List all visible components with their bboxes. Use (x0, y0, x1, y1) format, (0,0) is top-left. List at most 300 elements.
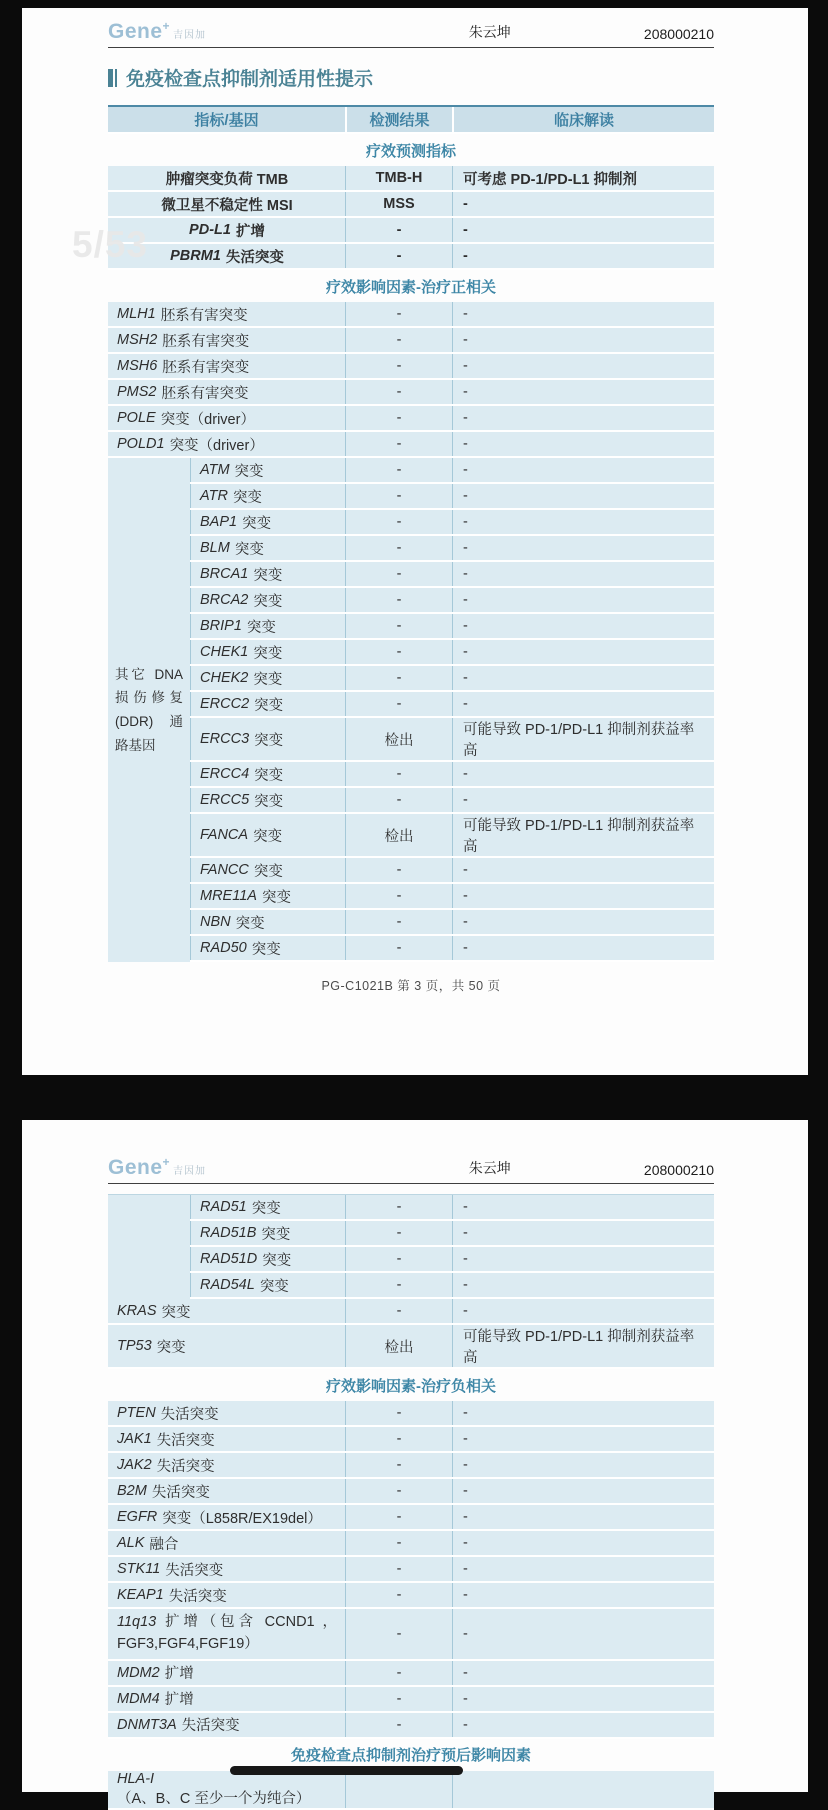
table-header-row (108, 107, 714, 134)
table-row (190, 510, 714, 536)
indicator-label: 失活突变 (151, 1484, 210, 1501)
gene-name: FANCA (200, 827, 249, 843)
ddr-group-label-empty (108, 1195, 190, 1299)
indicator-cell (190, 1247, 345, 1271)
table-row (190, 484, 714, 510)
indicator-label: 突变 (253, 671, 283, 688)
gene-name: KEAP1 (117, 1587, 164, 1603)
page-footer: PG-C1021B 第 3 页，共 50 页 (321, 979, 501, 993)
report-id: 208000210 (643, 1162, 714, 1178)
indicator-cell (190, 614, 345, 638)
report-page-1 (22, 8, 808, 1075)
result-cell: - (345, 1195, 452, 1219)
indicator-label: 失活突变 (181, 1718, 240, 1734)
indicator-cell (190, 666, 345, 690)
band-positive: 疗效影响因素-治疗正相关 (108, 270, 714, 302)
indicator-cell (108, 1583, 345, 1607)
indicator-cell (190, 640, 345, 664)
result-cell: - (345, 536, 452, 560)
gene-name: ATM (200, 462, 230, 478)
section-title (108, 64, 714, 91)
gene-name: RAD51B (200, 1225, 257, 1241)
indicator-label: 突变 (246, 619, 276, 636)
result-cell: - (345, 788, 452, 812)
gene-name: POLE (117, 410, 156, 426)
indicator-label: 突变 (253, 863, 283, 880)
result-cell: - (345, 218, 452, 242)
result-cell: 检出 (345, 814, 452, 856)
interpretation-cell: 可能导致 PD-1/PD-L1 抑制剂获益率高 (452, 814, 714, 856)
table-row (190, 562, 714, 588)
indicator-cell (108, 1427, 345, 1451)
table-row (190, 884, 714, 910)
indicator-label: （A、B、C 至少一个为纯合） (117, 1790, 311, 1807)
indicator-cell (108, 192, 345, 216)
band-prognosis: 免疫检查点抑制剂治疗预后影响因素 (108, 1739, 714, 1771)
gene-name: FANCC (200, 862, 249, 878)
indicator-cell (108, 354, 345, 378)
gene-name: NBN (200, 914, 231, 930)
gene-name: RAD51D (200, 1251, 258, 1267)
indicator-cell (108, 1453, 345, 1477)
interpretation-cell: - (452, 762, 714, 786)
interpretation-cell: - (452, 1531, 714, 1555)
table-row (108, 380, 714, 406)
indicator-label: 突变 (262, 1252, 292, 1269)
result-cell: - (345, 1713, 452, 1737)
gene-name: PTEN (117, 1405, 156, 1421)
brand-plus: + (162, 1155, 171, 1169)
ddr-group-label: 其它 DNA 损伤修复 (DDR) 通路基因 (108, 458, 190, 962)
band-negative: 疗效影响因素-治疗负相关 (108, 1369, 714, 1401)
band-predictive: 疗效预测指标 (108, 134, 714, 166)
interpretation-cell: - (452, 1299, 714, 1323)
gene-name: JAK2 (117, 1457, 152, 1473)
result-cell: - (345, 562, 452, 586)
interpretation-cell: - (452, 218, 714, 242)
indicator-cell (108, 1479, 345, 1503)
table-row (190, 718, 714, 762)
gene-name: BRCA1 (200, 566, 249, 582)
indicator-label: 突变（driver） (169, 437, 264, 454)
table-row (108, 244, 714, 270)
interpretation-cell: - (452, 1661, 714, 1685)
table-row (108, 1401, 714, 1427)
result-cell: - (345, 1505, 452, 1529)
gene-name: HLA-I (117, 1770, 155, 1787)
indicator-cell (108, 432, 345, 456)
result-cell: - (345, 510, 452, 534)
result-cell: MSS (345, 192, 452, 216)
interpretation-cell: - (452, 1453, 714, 1477)
gene-name: CHEK1 (200, 644, 249, 660)
gene-name: RAD54L (200, 1277, 255, 1293)
patient-name: 朱云坤 (468, 1160, 511, 1176)
gene-name: PBRM1 (170, 248, 221, 264)
indicator-cell (108, 1531, 345, 1555)
gene-name: ERCC3 (200, 731, 250, 747)
table-row (108, 406, 714, 432)
indicator-label: 突变 (235, 915, 265, 932)
indicator-label: 突变 (254, 793, 284, 810)
indicator-cell (108, 1325, 345, 1367)
table-row (108, 1687, 714, 1713)
table-row (190, 1195, 714, 1221)
gene-name: RAD51 (200, 1199, 247, 1215)
result-cell: - (345, 666, 452, 690)
table-row (190, 814, 714, 858)
table-row (108, 1479, 714, 1505)
indicator-label: 突变 (251, 941, 281, 958)
page-header (108, 1120, 714, 1184)
result-cell: TMB-H (345, 166, 452, 190)
indicator-label: 失活突变 (160, 1406, 219, 1423)
indicator-label: 失活突变 (225, 249, 284, 266)
table-row (108, 1299, 714, 1325)
table-row (190, 588, 714, 614)
result-cell: - (345, 244, 452, 268)
gene-name: ERCC5 (200, 792, 250, 808)
interpretation-cell: - (452, 484, 714, 508)
indicator-cell (108, 1299, 345, 1323)
indicator-label: 突变 (232, 489, 262, 506)
result-cell: - (345, 1453, 452, 1477)
gene-name: BLM (200, 540, 230, 556)
interpretation-cell: - (452, 614, 714, 638)
table-row (108, 432, 714, 458)
result-cell: - (345, 1557, 452, 1581)
result-cell: - (345, 380, 452, 404)
indicator-cell (108, 166, 345, 190)
table-row (108, 1771, 714, 1810)
indicator-cell (108, 1687, 345, 1711)
gene-name: BRCA2 (200, 592, 249, 608)
indicator-label: 扩增 (164, 1666, 194, 1682)
indicator-label: 突变 (259, 1278, 289, 1295)
indicator-cell (190, 858, 345, 882)
report-page-2 (22, 1120, 808, 1807)
indicator-cell (108, 1505, 345, 1529)
interpretation-cell: - (452, 380, 714, 404)
result-cell: - (345, 588, 452, 612)
indicator-cell (190, 1221, 345, 1245)
interpretation-cell: - (452, 588, 714, 612)
immuno-table-page2 (108, 1194, 714, 1810)
ddr-group (108, 458, 714, 962)
gene-name: RAD50 (200, 940, 247, 956)
result-cell: 检出 (345, 718, 452, 760)
gene-name: PD-L1 (189, 222, 231, 238)
table-row (108, 218, 714, 244)
interpretation-cell: - (452, 302, 714, 326)
result-cell: - (345, 858, 452, 882)
table-row (108, 1661, 714, 1687)
result-cell: - (345, 1609, 452, 1659)
interpretation-cell: - (452, 1221, 714, 1245)
result-cell: - (345, 484, 452, 508)
indicator-label: 突变 (261, 889, 291, 906)
indicator-label: 胚系有害突变 (161, 385, 249, 402)
indicator-cell (108, 1661, 345, 1685)
indicator-label: 扩增 (164, 1692, 194, 1708)
gene-name: ERCC2 (200, 696, 250, 712)
table-row (108, 1557, 714, 1583)
table-row (108, 166, 714, 192)
interpretation-cell: - (452, 1505, 714, 1529)
interpretation-cell: - (452, 858, 714, 882)
gene-name: 11q13 (117, 1614, 157, 1630)
result-cell: - (345, 1661, 452, 1685)
table-row (190, 666, 714, 692)
indicator-cell (190, 884, 345, 908)
gene-name: EGFR (117, 1509, 158, 1525)
indicator-cell (190, 562, 345, 586)
gene-name: TP53 (117, 1338, 152, 1354)
indicator-cell (190, 762, 345, 786)
result-cell: - (345, 762, 452, 786)
table-row (190, 614, 714, 640)
ddr-group-rows (190, 458, 714, 962)
indicator-cell (190, 814, 345, 856)
result-cell: - (345, 328, 452, 352)
interpretation-cell: - (452, 884, 714, 908)
indicator-cell (108, 302, 345, 326)
gene-name: B2M (117, 1483, 147, 1499)
gene-name: ATR (200, 488, 228, 504)
interpretation-cell: - (452, 354, 714, 378)
result-cell: - (345, 614, 452, 638)
indicator-cell (190, 1195, 345, 1219)
indicator-label: 突变 (253, 567, 283, 584)
indicator-cell (190, 718, 345, 760)
interpretation-cell: - (452, 536, 714, 560)
interpretation-cell: - (452, 244, 714, 268)
interpretation-cell: 可能导致 PD-1/PD-L1 抑制剂获益率高 (452, 1325, 714, 1367)
gene-name: JAK1 (117, 1431, 152, 1447)
table-row (190, 692, 714, 718)
indicator-cell (108, 1609, 345, 1659)
interpretation-cell: - (452, 1687, 714, 1711)
indicator-label: 胚系有害突变 (160, 307, 248, 324)
predictive-rows (108, 166, 714, 270)
indicator-cell (190, 1273, 345, 1297)
indicator-cell (190, 910, 345, 934)
indicator-label: 突变 (253, 828, 283, 845)
gene-name: ERCC4 (200, 766, 250, 782)
indicator-label: 融合 (149, 1536, 179, 1553)
result-cell: - (345, 884, 452, 908)
gene-name: MDM4 (117, 1690, 160, 1707)
indicator-label: 突变 (234, 463, 264, 480)
indicator-label: 微卫星不稳定性 MSI (161, 197, 293, 214)
col-header-indicator: 指标/基因 (194, 112, 259, 129)
indicator-cell (190, 484, 345, 508)
interpretation-cell: - (452, 1401, 714, 1425)
indicator-cell (190, 588, 345, 612)
interpretation-cell: - (452, 328, 714, 352)
gene-name: MDM2 (117, 1664, 160, 1681)
indicator-label: 突变 (254, 732, 284, 749)
indicator-cell (190, 692, 345, 716)
table-row (108, 1713, 714, 1739)
gene-name: POLD1 (117, 436, 165, 452)
indicator-label: 失活突变 (156, 1432, 215, 1449)
indicator-label: 突变（L858R/EX19del） (162, 1510, 322, 1527)
interpretation-cell: - (452, 406, 714, 430)
gene-name: MSH2 (117, 332, 158, 348)
indicator-label: 突变 (253, 593, 283, 610)
table-row (108, 1325, 714, 1369)
brand-plus: + (162, 19, 171, 33)
result-cell: - (345, 1427, 452, 1451)
table-row (190, 536, 714, 562)
home-indicator[interactable] (230, 1766, 463, 1775)
gene-name: BRIP1 (200, 618, 242, 634)
interpretation-cell: - (452, 1557, 714, 1581)
interpretation-cell: - (452, 788, 714, 812)
gene-name: PMS2 (117, 384, 157, 400)
interpretation-cell: - (452, 1713, 714, 1737)
result-cell: - (345, 1299, 452, 1323)
col-header-result: 检测结果 (345, 107, 452, 132)
table-row (190, 1221, 714, 1247)
brand-text: Gene (108, 1156, 163, 1179)
indicator-cell (190, 458, 345, 482)
table-row (108, 1505, 714, 1531)
result-cell: - (345, 936, 452, 960)
indicator-cell (108, 380, 345, 404)
table-row (108, 192, 714, 218)
indicator-cell (190, 936, 345, 960)
table-row (108, 1583, 714, 1609)
result-cell: - (345, 1247, 452, 1271)
immuno-table-page1 (108, 105, 714, 962)
result-cell: - (345, 354, 452, 378)
interpretation-cell: - (452, 192, 714, 216)
gene-name: STK11 (117, 1561, 161, 1577)
gene-name: DNMT3A (117, 1716, 177, 1733)
result-cell: 检出 (345, 1325, 452, 1367)
indicator-label: 扩增（包含 CCND1 ，FGF3,FGF4,FGF19） (117, 1614, 337, 1652)
ddr-group-rows (190, 1195, 714, 1299)
table-row (190, 1247, 714, 1273)
indicator-label: 突变 (261, 1226, 291, 1243)
result-cell: - (345, 640, 452, 664)
indicator-cell (190, 536, 345, 560)
interpretation-cell: - (452, 432, 714, 456)
indicator-cell (190, 510, 345, 534)
result-cell: - (345, 302, 452, 326)
interpretation-cell: 可能导致 PD-1/PD-L1 抑制剂获益率高 (452, 718, 714, 760)
page-watermark: 5/53 (72, 224, 149, 265)
interpretation-cell: - (452, 1273, 714, 1297)
indicator-cell (108, 1713, 345, 1737)
table-row (108, 1453, 714, 1479)
table-row (190, 1273, 714, 1299)
interpretation-cell: - (452, 1247, 714, 1271)
indicator-cell (108, 406, 345, 430)
negative-rows (108, 1401, 714, 1739)
table-row (108, 302, 714, 328)
indicator-cell (108, 328, 345, 352)
table-row (108, 1531, 714, 1557)
brand-chinese: 吉因加 (173, 1166, 207, 1177)
table-row (190, 858, 714, 884)
positive-rows-continued (108, 1299, 714, 1369)
result-cell: - (345, 910, 452, 934)
result-cell: - (345, 1479, 452, 1503)
interpretation-cell: - (452, 666, 714, 690)
table-row (108, 354, 714, 380)
section-title-text: 免疫检查点抑制剂适用性提示 (126, 69, 374, 90)
result-cell: - (345, 432, 452, 456)
indicator-label: 突变 (234, 541, 264, 558)
table-row (108, 328, 714, 354)
indicator-label: 胚系有害突变 (162, 333, 250, 350)
prognosis-rows (108, 1771, 714, 1810)
ddr-group-continued (108, 1195, 714, 1299)
indicator-label: 突变 (254, 767, 284, 784)
indicator-label: 突变 (156, 1339, 186, 1356)
col-header-interpretation: 临床解读 (452, 107, 714, 132)
interpretation-cell: - (452, 910, 714, 934)
table-row (190, 788, 714, 814)
indicator-label: 突变 (251, 1200, 281, 1217)
table-row (190, 910, 714, 936)
gene-name: MRE11A (200, 888, 257, 904)
gene-name: MSH6 (117, 358, 158, 374)
gene-name: BAP1 (200, 514, 238, 530)
result-cell: - (345, 1401, 452, 1425)
result-cell: - (345, 1273, 452, 1297)
geneplus-logo (108, 20, 423, 42)
indicator-cell (190, 788, 345, 812)
table-row (190, 936, 714, 962)
result-cell: - (345, 406, 452, 430)
result-cell: - (345, 1687, 452, 1711)
gene-name: KRAS (117, 1303, 157, 1319)
interpretation-cell: 可考虑 PD-1/PD-L1 抑制剂 (452, 166, 714, 190)
report-id: 208000210 (643, 26, 714, 42)
result-cell (345, 1771, 452, 1808)
page-header (108, 8, 714, 48)
gene-name: MLH1 (117, 306, 156, 322)
indicator-label: 突变 (161, 1304, 191, 1321)
section-bars-icon (108, 69, 117, 87)
interpretation-cell: - (452, 1609, 714, 1659)
indicator-label: 突变 (242, 515, 272, 532)
interpretation-cell: - (452, 1427, 714, 1451)
interpretation-cell: - (452, 936, 714, 960)
result-cell: - (345, 1221, 452, 1245)
indicator-label: 胚系有害突变 (162, 359, 250, 376)
indicator-label: 失活突变 (156, 1458, 215, 1475)
result-cell: - (345, 692, 452, 716)
indicator-label: 扩增 (235, 223, 265, 240)
interpretation-cell: - (452, 1195, 714, 1219)
interpretation-cell: - (452, 640, 714, 664)
indicator-cell (108, 1771, 345, 1808)
interpretation-cell: - (452, 692, 714, 716)
interpretation-cell: - (452, 1479, 714, 1503)
indicator-label: 突变 (254, 697, 284, 714)
indicator-cell (108, 1557, 345, 1581)
gene-name: CHEK2 (200, 670, 249, 686)
indicator-label: 突变（driver） (160, 411, 255, 428)
result-cell: - (345, 1531, 452, 1555)
indicator-label: 失活突变 (168, 1588, 227, 1605)
indicator-label: 突变 (253, 645, 283, 662)
